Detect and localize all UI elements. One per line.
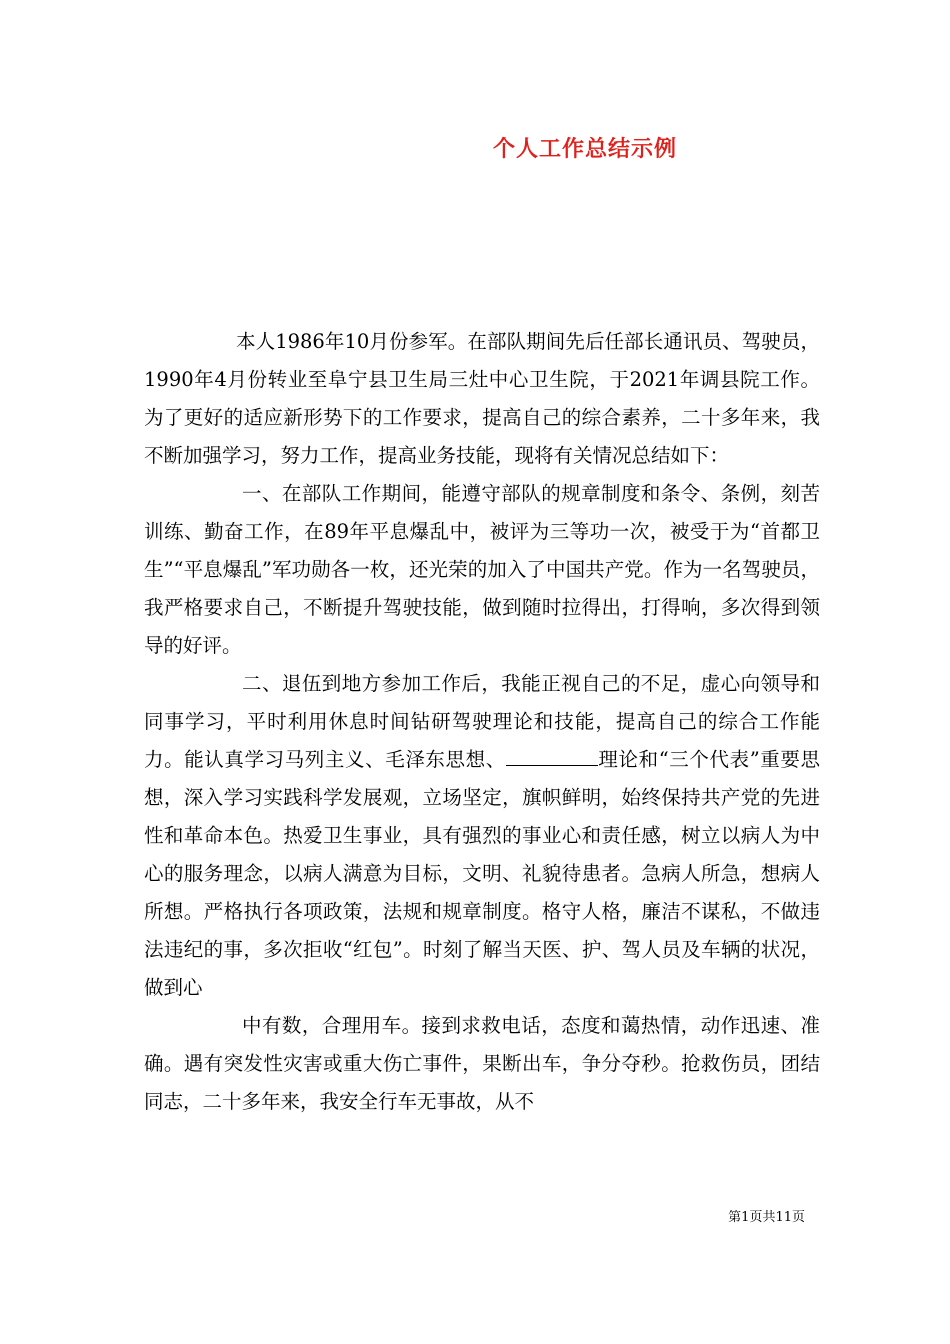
page-number: 第1页共11页	[728, 1210, 805, 1225]
document-body	[144, 323, 820, 1121]
paragraph-section-2-start: 二、退伍到地方参加工作后，我能正视自己的不足，虚心向领导和同事学习，平时利用休息时间钻研驾驶理论和技能，提高自己的综合工作能力。能认真学习马列主义、毛泽东思想、	[144, 672, 820, 771]
paragraph-section-1: 一、在部队工作期间，能遵守部队的规章制度和条令、条例，刻苦训练、勤奋工作，在89年平息爆乱中，被评为三等功一次，被受于为“首都卫生”“平息爆乱”军功勋各一枚，还光荣的加入了中国共产党。作为一名驾驶员，我严格要求自己，不断提升驾驶技能，做到随时拉得出，打得响，多次得到领导的好评。	[144, 482, 820, 657]
paragraph-continuation: 中有数，合理用车。接到求救电话，态度和蔼热情，动作迅速、准确。遇有突发性灾害或重大伤亡事件，果断出车，争分夺秒。抢救伤员，团结同志，二十多年来，我安全行车无事故，从不	[144, 1014, 820, 1113]
paragraph-section-2	[144, 665, 820, 1007]
blank-underline	[506, 747, 598, 766]
paragraph-section-2-rest: 理论和“三个代表”重要思想，深入学习实践科学发展观，立场坚定，旗帜鲜明，始终保持共产党的先进性和革命本色。热爱卫生事业，具有强烈的事业心和责任感，树立以病人为中心的服务理念，以病人满意为目标，文明、礼貌待患者。急病人所急，想病人所想。严格执行各项政策，法规和规章制度。格守人格，廉洁不谋私，不做违法违纪的事，多次拒收“红包”。时刻了解当天医、护、驾人员及车辆的状况，做到心	[144, 748, 820, 999]
paragraph-intro: 本人1986年10月份参军。在部队期间先后任部长通讯员、驾驶员，1990年4月份转业至阜宁县卫生局三灶中心卫生院，于2021年调县院工作。为了更好的适应新形势下的工作要求，提高自己的综合素养，二十多年来，我不断加强学习，努力工作，提高业务技能，现将有关情况总结如下：	[144, 330, 820, 467]
document-title: 个人工作总结示例	[492, 136, 677, 162]
